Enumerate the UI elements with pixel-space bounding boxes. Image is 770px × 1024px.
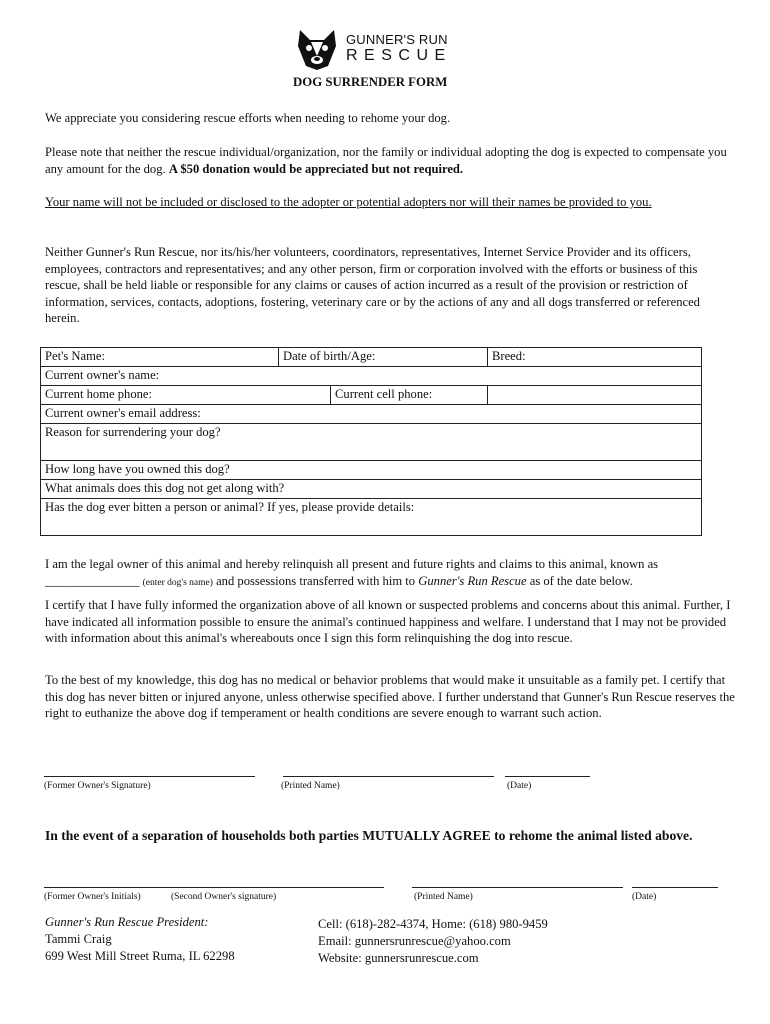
dob-field[interactable]: [279, 348, 488, 367]
phone-row-extra: [488, 386, 702, 405]
president-name: Tammi Craig: [45, 932, 112, 946]
date-label-2: (Date): [632, 892, 657, 902]
phone-row: [41, 386, 488, 405]
how-long-label: How long have you owned this dog?: [45, 462, 230, 476]
home-phone-label: Current home phone:: [45, 387, 153, 401]
org-name: Gunner's Run Rescue: [418, 573, 527, 588]
ownership-paragraph: [45, 556, 735, 591]
reason-field[interactable]: [41, 424, 702, 461]
initials-label: (Former Owner's Initials): [44, 892, 141, 902]
logo-line2: RESCUE: [346, 47, 452, 64]
knowledge-paragraph: To the best of my knowledge, this dog has no medical or behavior problems that would make it unsuitable as a family pet. I certify that this dog has never bitten or injured anyone, unless otherwise specified above. I further understand that Gunner's Run Rescue reserves the right to euthanize the above dog if temperament or health conditions are severe enough to warrant such action.: [45, 673, 735, 721]
ownership-text-2: and possessions transferred with him to: [216, 573, 416, 588]
email-label: Current owner's email address:: [45, 406, 201, 420]
contact-website[interactable]: Website: gunnersrunrescue.com: [318, 951, 479, 965]
ownership-text: I am the legal owner of this animal and hereby relinquish all present and future rights and claims to this animal, known as: [45, 557, 659, 571]
cell-phone-field[interactable]: [331, 386, 488, 404]
animals-field[interactable]: [41, 480, 702, 499]
logo-line1: GUNNER'S RUN: [346, 32, 448, 47]
second-owner-label: (Second Owner's signature): [171, 892, 277, 902]
former-owner-signature-label: (Former Owner's Signature): [44, 781, 151, 791]
contact-email[interactable]: Email: gunnersrunrescue@yahoo.com: [318, 934, 511, 948]
animals-label: What animals does this dog not get along with?: [45, 481, 285, 495]
contact-info: [318, 916, 548, 967]
printed-name-line-2[interactable]: [412, 887, 623, 888]
dog-name-hint: (enter dog's name): [142, 577, 213, 588]
phone-numbers: Cell: (618)-282-4374, Home: (618) 980-9459: [318, 917, 548, 931]
how-long-field[interactable]: [41, 461, 702, 480]
printed-name-line[interactable]: [283, 776, 494, 777]
compensation-text: Please note that neither the rescue individual/organization, nor the family or individual adopting the dog is expected to compensate you any amount for the dog.: [45, 145, 727, 176]
intro-paragraph: We appreciate you considering rescue efforts when needing to rehome your dog.: [45, 111, 451, 125]
breed-label: Breed:: [492, 349, 526, 363]
former-owner-signature-line[interactable]: [44, 776, 255, 777]
email-field[interactable]: [41, 405, 702, 424]
cell-phone-label: Current cell phone:: [335, 387, 433, 401]
printed-name-label: (Printed Name): [281, 781, 340, 791]
owner-name-label: Current owner's name:: [45, 368, 160, 382]
certify-paragraph: I certify that I have fully informed the organization above of all known or suspected problems and concerns about this animal. Further, I have indicated all information possible to ensure the animal's continued happiness and welfare. I understand that I may not be provided with information about this animal's whereabouts once I sign this form relinquishing the dog into rescue.: [45, 598, 731, 646]
bitten-field[interactable]: [41, 499, 702, 536]
reason-label: Reason for surrendering your dog?: [45, 425, 221, 439]
date-line-2[interactable]: [632, 887, 718, 888]
owner-name-field[interactable]: [41, 367, 702, 386]
logo: [294, 26, 464, 72]
address: 699 West Mill Street Ruma, IL 62298: [45, 949, 235, 963]
dog-name-blank[interactable]: _______________: [45, 573, 140, 588]
home-phone-field[interactable]: [41, 386, 331, 404]
liability-paragraph: Neither Gunner's Run Rescue, nor its/his/her volunteers, coordinators, representatives, Internet Service Provider and its officers, employees, contractors and representatives; and any other person, firm or corporation involved with the efforts or business of this rescue, shall be held liable or responsible for any claims or causes of action incurred as a result of the provision or restriction of information, services, contacts, adoptions, fostering, veterinary care or by the actions of any and all dogs transferred or referenced herein.: [45, 245, 700, 326]
ownership-text-3: as of the date below.: [529, 573, 633, 588]
pets-name-field[interactable]: [41, 348, 279, 367]
privacy-paragraph: Your name will not be included or disclosed to the adopter or potential adopters nor will their names be provided to you.: [45, 195, 652, 209]
bitten-label: Has the dog ever bitten a person or animal? If yes, please provide details:: [45, 500, 415, 514]
initials-signature-line[interactable]: [44, 887, 384, 888]
pet-info-table: [40, 347, 702, 536]
date-line[interactable]: [505, 776, 590, 777]
printed-name-label-2: (Printed Name): [414, 892, 473, 902]
compensation-paragraph: [45, 144, 735, 177]
dog-head-icon: [294, 26, 340, 72]
pets-name-label: Pet's Name:: [45, 349, 105, 363]
donation-note: A $50 donation would be appreciated but not required.: [168, 161, 464, 176]
president-info: [45, 914, 235, 965]
president-label: Gunner's Run Rescue President:: [45, 915, 209, 929]
dob-label: Date of birth/Age:: [283, 349, 376, 363]
page-title: DOG SURRENDER FORM: [293, 75, 448, 89]
separation-notice: In the event of a separation of households both parties MUTUALLY AGREE to rehome the animal listed above.: [45, 828, 693, 843]
date-label: (Date): [507, 781, 532, 791]
breed-field[interactable]: [488, 348, 702, 367]
